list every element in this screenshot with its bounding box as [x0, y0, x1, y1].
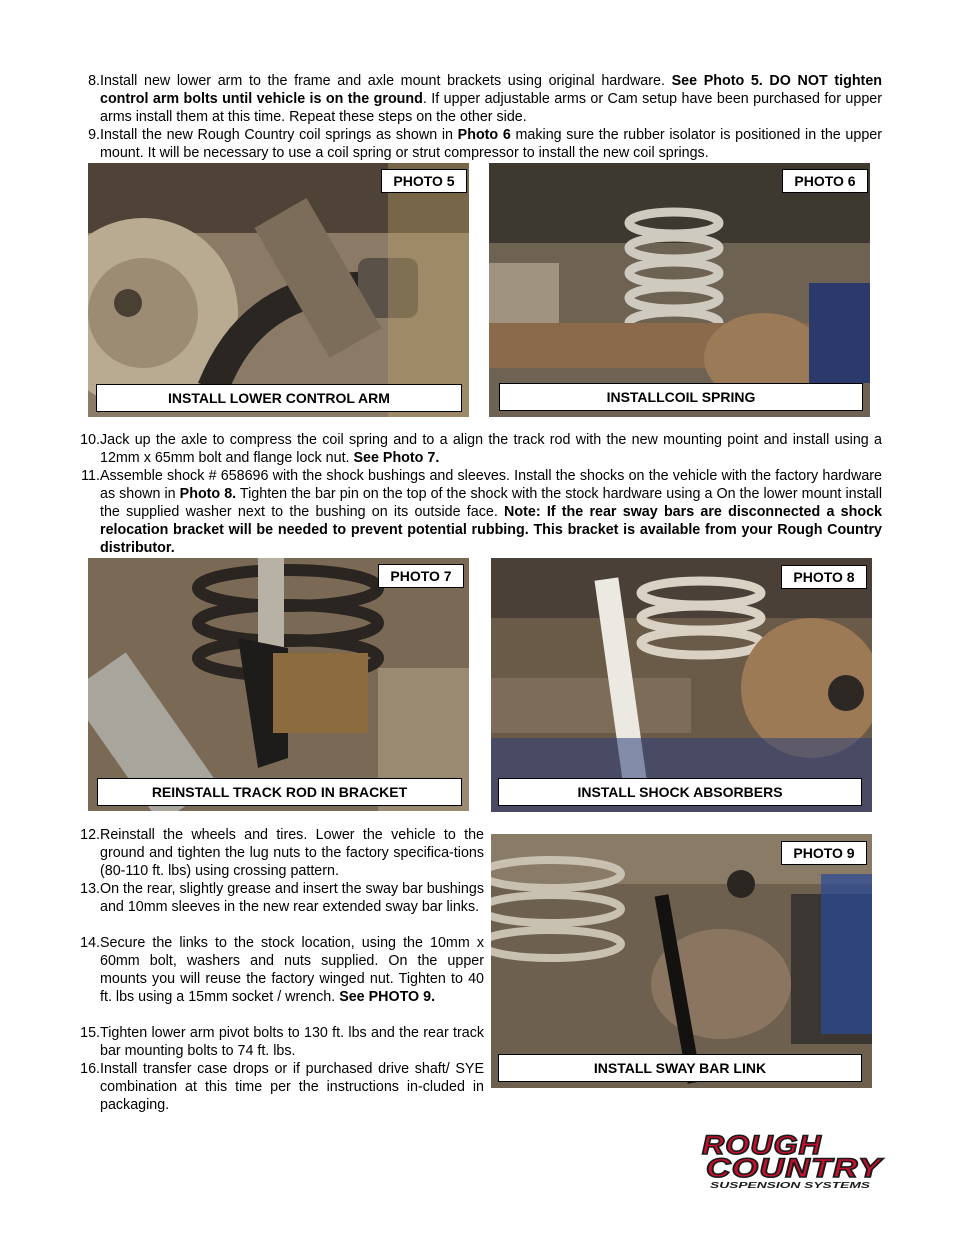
photo-9 — [491, 834, 872, 1088]
step-text-segment: See PHOTO 9. — [339, 989, 436, 1005]
photo-6-image — [489, 163, 870, 417]
photo-9-image — [491, 834, 872, 1088]
step-text-segment: See Photo 5. DO NOT tighten control arm bolts until vehicle is on the ground — [100, 73, 882, 107]
photo-8-image — [491, 558, 872, 812]
logo-line-2: COUNTRY — [706, 1153, 885, 1183]
step-text — [100, 1024, 484, 1060]
step-12 — [72, 826, 484, 880]
step-number: 16. — [80, 1061, 100, 1077]
step-number: 8. — [88, 73, 100, 89]
step-9 — [72, 126, 882, 162]
photo-5-label: PHOTO 5 — [381, 169, 467, 193]
step-13 — [72, 880, 484, 934]
step-text-segment: Tighten lower arm pivot bolts to 130 ft. lbs and the rear track bar mounting bolts to 74 ft. lbs. — [100, 1025, 484, 1059]
step-text-segment: Photo 8. — [179, 486, 237, 502]
step-text — [100, 934, 484, 1006]
photo-6 — [489, 163, 870, 417]
step-text-segment: Install the new Rough Country coil springs as shown in — [100, 127, 458, 143]
rough-country-logo — [700, 1128, 886, 1192]
photo-7-label: PHOTO 7 — [378, 564, 464, 588]
photo-9-caption: INSTALL SWAY BAR LINK — [498, 1054, 862, 1082]
step-text — [100, 880, 484, 916]
photo-5-caption: INSTALL LOWER CONTROL ARM — [96, 384, 462, 412]
step-number: 13. — [80, 881, 100, 897]
step-text — [100, 826, 484, 880]
step-text-segment: Install transfer case drops or if purchased drive shaft/ SYE combination at this time per the instructions in-cluded in packaging. — [100, 1061, 484, 1113]
step-number: 10. — [80, 432, 100, 448]
step-text-segment: making sure the rubber isolator is positioned in the upper mount. It will be necessary to use a coil spring or strut compressor to install the new coil springs. — [100, 127, 882, 161]
step-text-segment: Note: If the rear sway bars are disconnected a shock relocation bracket will be needed to prevent potential rubbing. This bracket is available from your Rough Country distributor. — [100, 504, 882, 556]
step-number: 15. — [80, 1025, 100, 1041]
step-text-segment: Install new lower arm to the frame and axle mount brackets using original hardware. — [100, 73, 672, 89]
photo-5 — [88, 163, 469, 417]
photo-9-label: PHOTO 9 — [781, 841, 867, 865]
step-text-segment: See Photo 7. — [353, 450, 440, 466]
step-text-segment: Secure the links to the stock location, using the 10mm x 60mm bolt, washers and nuts supplied. On the upper mounts you will reuse the factory winged nut. Tighten to 40 ft. lbs using a 15mm socket / wrench. — [100, 935, 484, 1005]
step-text-segment: On the rear, slightly grease and insert the sway bar bushings and 10mm sleeves in the new rear extended sway bar links. — [100, 881, 484, 915]
step-14 — [72, 934, 484, 1024]
step-text-segment: Reinstall the wheels and tires. Lower the vehicle to the ground and tighten the lug nuts to the factory specifica-tions (80-110 ft. lbs) using crossing pattern. — [100, 827, 484, 879]
photo-5-image — [88, 163, 469, 417]
logo-line-3: SUSPENSION SYSTEMS — [710, 1181, 872, 1190]
photo-8-caption: INSTALL SHOCK ABSORBERS — [498, 778, 862, 806]
step-text — [100, 1060, 484, 1114]
step-text-segment: . If upper adjustable arms or Cam setup have been purchased for upper arms install them at this time. Repeat these steps on the other side. — [100, 91, 882, 125]
step-text — [100, 431, 882, 467]
photo-7-caption: REINSTALL TRACK ROD IN BRACKET — [97, 778, 462, 806]
step-text-segment: Jack up the axle to compress the coil spring and to a align the track rod with the new mounting point and install using a 12mm x 65mm bolt and flange lock nut. — [100, 432, 882, 466]
photo-6-label: PHOTO 6 — [782, 169, 868, 193]
photo-8-label: PHOTO 8 — [781, 565, 867, 589]
step-text — [100, 126, 882, 162]
step-8 — [72, 72, 882, 126]
step-10 — [72, 431, 882, 467]
step-number: 12. — [80, 827, 100, 843]
step-number: 9. — [88, 127, 100, 143]
step-number: 14. — [80, 935, 100, 951]
step-15 — [72, 1024, 484, 1060]
step-11 — [72, 467, 882, 557]
step-text — [100, 72, 882, 126]
logo-line-1: ROUGH — [702, 1130, 822, 1160]
step-16 — [72, 1060, 484, 1114]
step-text — [100, 467, 882, 557]
logo-image — [700, 1128, 886, 1192]
step-text-segment: Photo 6 — [457, 127, 511, 143]
step-text-segment: Assemble shock # 658696 with the shock bushings and sleeves. Install the shocks on the vehicle with the factory hardware as shown in — [100, 468, 882, 502]
photo-6-caption: INSTALLCOIL SPRING — [499, 383, 863, 411]
photo-8 — [491, 558, 872, 812]
step-number: 11. — [81, 468, 100, 484]
photo-7 — [88, 558, 469, 811]
step-text-segment: Tighten the bar pin on the top of the shock with the stock hardware using a On the lower mount install the supplied washer next to the bushing on its outside face. — [100, 486, 882, 520]
photo-7-image — [88, 558, 469, 811]
